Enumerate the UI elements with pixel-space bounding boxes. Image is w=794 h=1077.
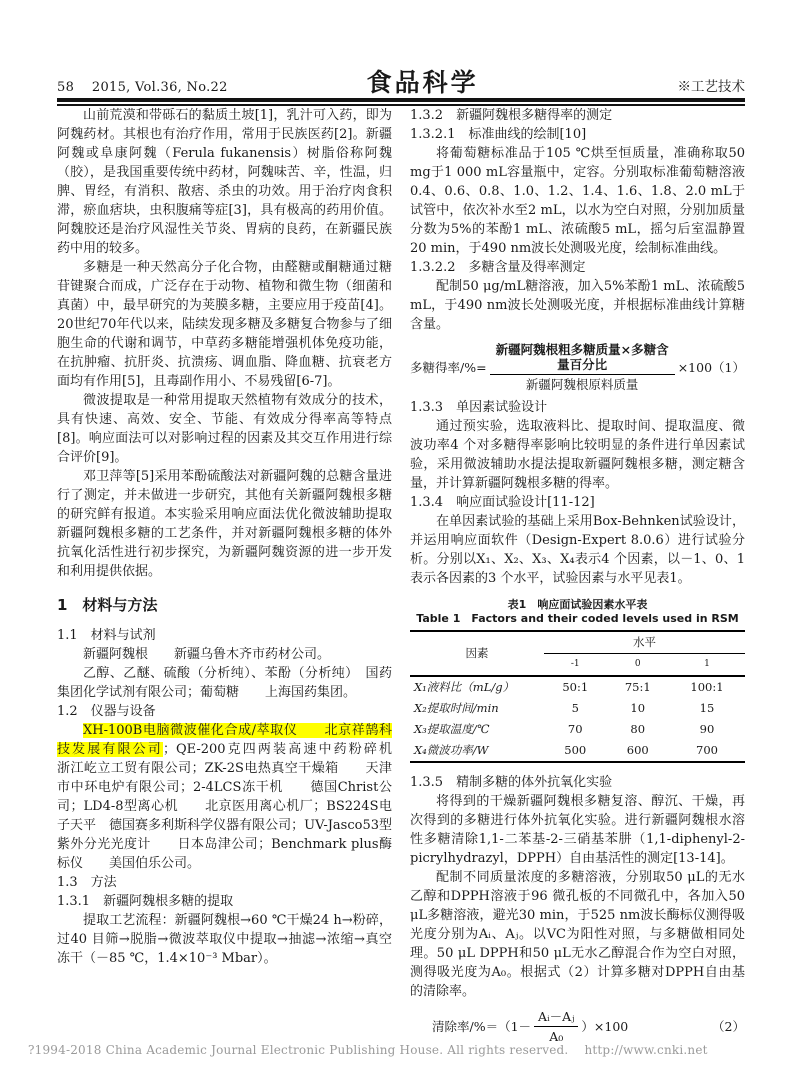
- table1-row2-val2: 10: [630, 701, 646, 715]
- intro-paragraph-4: 邓卫萍等[5]采用苯酚硫酸法对新疆阿魏的总糖含量进行了测定，并未做进一步研究，其他有关新疆阿魏根多糖的研究鲜有报道。本实验采用响应面法优化微波辅助提取新疆阿魏根多糖的工艺条件，并对新疆阿魏根多糖的体外抗氧化活性进行初步探究，为新疆阿魏资源的进一步开发和利用提供依据。: [57, 469, 392, 579]
- clearance-formula-numerator: Aᵢ－Aⱼ: [534, 1009, 578, 1027]
- antioxidant-paragraph-2: 配制不同质量浓度的多糖溶液，分别取50 μL的无水乙醇和DPPH溶液于96 微孔板的不同微孔中，各加入50 μL多糖溶液，避光30 min，于525 nm波长酶标仪测得吸光度分别为Aᵢ、Aⱼ。以VC为阳性对照，与多糖做相同处理。50 μL DPPH和50 μL无水乙醇混合作为空白对照，测得吸光度为A₀。根据式（2）计算多糖对DPPH自由基的清除率。: [410, 870, 745, 999]
- heading-1-3-5: 1.3.5 精制多糖的体外抗氧化实验: [410, 775, 613, 790]
- heading-1-3: 1.3 方法: [57, 875, 117, 890]
- heading-1-3-2-2: 1.3.2.2 多糖含量及得率测定: [410, 260, 586, 275]
- clearance-formula-fraction: [534, 1009, 578, 1044]
- extraction-process-paragraph: 提取工艺流程：新疆阿魏根→60 ℃干燥24 h→粉碎，过40 目筛→脱脂→微波萃取仪中提取→抽滤→浓缩→真空冻干（－85 ℃，1.4×10⁻³ Mbar）。: [57, 913, 392, 966]
- table-row: [410, 740, 745, 762]
- table1-row3-factor: X₃提取温度/℃: [414, 722, 490, 736]
- table1-header-factor: 因素: [410, 631, 544, 676]
- table1-header-level-minus1: -1: [544, 654, 606, 677]
- standard-curve-paragraph: 将葡萄糖标准品于105 ℃烘至恒质量，准确称取50 mg于1 000 mL容量瓶中，定容。分别取标准葡萄糖溶液0.4、0.6、0.8、1.0、1.2、1.4、1.6、1.8、2.0 mL于试管中，依次补水至2 mL，以水为空白对照，分别加质量分数为5%的苯酚1 mL、浓硫酸5 mL，摇匀后室温静置20 min，于490 nm波长处测吸光度，绘制标准曲线。: [410, 146, 745, 256]
- intro-paragraph-2: 多糖是一种天然高分子化合物，由醛糖或酮糖通过糖苷键聚合而成，广泛存在于动物、植物和微生物（细菌和真菌）中，最早研究的为荚膜多糖，主要应用于疫苗[4]。20世纪70年代以来，陆续发现多糖及多糖复合物参与了细胞生命的代谢和调节，中草药多糖能增强机体免疫功能，在抗肿瘤、抗肝炎、抗溃疡、调血脂、降血糖、抗衰老方面均有作用[5]，且毒副作用小、不易残留[6-7]。: [57, 260, 392, 389]
- table1-row4-val1: 500: [564, 743, 587, 757]
- clearance-formula-lhs: 清除率/%＝（1－: [432, 1019, 532, 1034]
- materials-paragraph: 新疆阿魏根 新疆乌鲁木齐市药材公司。: [83, 647, 331, 662]
- equipment-text-rest: ；QE-200克四两装高速中药粉碎机 浙江屹立工贸有限公司；ZK-2S电热真空干燥箱 天津市中环电炉有限公司；2-4LCS冻干机 德国Christ公司；LD4-8型离心机 北京医用离心机厂；BS224S电子天平 德国赛多利斯科学仪器有限公司；UV-Jasco53型紫外分光光度计 日本岛津公司；Benchmark plus酶标仪 美国伯乐公司。: [57, 742, 418, 871]
- yield-formula: [410, 342, 745, 392]
- heading-1-3-2-1: 1.3.2.1 标准曲线的绘制[10]: [410, 127, 587, 142]
- table1-header-level-0: 0: [606, 654, 668, 677]
- page-header: [57, 70, 745, 106]
- yield-formula-lhs: 多糖得率/%=: [410, 359, 487, 375]
- heading-1-3-3: 1.3.3 单因素试验设计: [410, 400, 548, 415]
- single-factor-paragraph: 通过预实验，选取液料比、提取时间、提取温度、微波功率4 个对多糖得率影响比较明显的条件进行单因素试验，采用微波辅助水提法提取新疆阿魏根多糖，测定糖含量，并计算新疆阿魏根多糖的得率。: [410, 419, 745, 491]
- table1-row1-val1: 50:1: [562, 680, 589, 694]
- table1-row2-val1: 5: [571, 701, 579, 715]
- table-row: [410, 698, 745, 719]
- sugar-content-paragraph: 配制50 μg/mL糖溶液，加入5%苯酚1 mL、浓硫酸5 mL，于490 nm波长处测吸光度，并根据标准曲线计算糖含量。: [410, 279, 745, 332]
- table1-row4-val2: 600: [626, 743, 649, 757]
- left-column: [57, 106, 418, 1050]
- table1-row2-factor: X₂提取时间/min: [414, 701, 499, 715]
- antioxidant-paragraph-1: 将得到的干燥新疆阿魏根多糖复溶、醇沉、干燥，再次得到的多糖进行体外抗氧化实验。进行新疆阿魏根水溶性多糖清除1,1-二苯基-2-三硝基苯肼（1,1-diphenyl-2-picrylhydrazyl，DPPH）自由基活性的测定[13-14]。: [410, 794, 745, 866]
- table1-row3-val1: 70: [567, 722, 583, 736]
- table1-row2-val3: 15: [699, 701, 715, 715]
- rsm-design-paragraph: 在单因素试验的基础上采用Box-Behnken试验设计，并运用响应面软件（Design-Expert 8.0.6）进行试验分析。分别以X₁、X₂、X₃、X₄表示4 个因素，以－1、0、1表示各因素的3 个水平，试验因素与水平见表1。: [410, 514, 745, 586]
- clearance-formula-suffix: ）×100: [581, 1019, 629, 1034]
- table-row: [410, 676, 745, 698]
- reagents-paragraph: 乙醇、乙醚、硫酸（分析纯）、苯酚（分析纯） 国药集团化学试剂有限公司；葡萄糖 上海国药集团。: [57, 666, 392, 700]
- column-tag: ※工艺技术: [677, 79, 745, 95]
- clearance-formula: [410, 1009, 745, 1044]
- journal-logo: 食品科学: [366, 68, 479, 97]
- heading-1-3-1: 1.3.1 新疆阿魏根多糖的提取: [57, 894, 234, 909]
- article-body: [57, 106, 745, 1050]
- table-row: [410, 719, 745, 740]
- heading-1-1: 1.1 材料与试剂: [57, 628, 156, 643]
- yield-formula-denominator: 新疆阿魏根原料质量: [525, 377, 639, 392]
- table1-row3-val3: 90: [699, 722, 715, 736]
- heading-1-2: 1.2 仪器与设备: [57, 704, 156, 719]
- heading-1-3-2: 1.3.2 新疆阿魏根多糖得率的测定: [410, 108, 613, 123]
- equipment-paragraph: [57, 721, 418, 873]
- table1-header-level-1: 1: [669, 654, 745, 677]
- right-column: [410, 106, 745, 1050]
- issue-info: 58 2015, Vol.36, No.22: [57, 80, 228, 95]
- highlighted-equipment-text: XH-100B电脑微波催化合成/萃取仪 北京祥鹄科技发展有限公司: [57, 723, 392, 757]
- yield-formula-number: （1）: [712, 359, 745, 375]
- table1-caption: [410, 598, 745, 626]
- clearance-formula-denominator: A₀: [549, 1029, 564, 1044]
- table1-row3-val2: 80: [630, 722, 646, 736]
- table1-header-level: 水平: [544, 631, 745, 654]
- table1-factors-levels: [410, 630, 745, 763]
- intro-paragraph-3: 微波提取是一种常用提取天然植物有效成分的技术，具有快速、高效、安全、节能、有效成分得率高等特点[8]。响应面法可以对影响过程的因素及其交互作用进行综合评价[9]。: [57, 393, 392, 465]
- table1-row1-factor: X₁液料比（mL/g）: [414, 680, 515, 694]
- heading-1-3-4: 1.3.4 响应面试验设计[11-12]: [410, 495, 595, 510]
- yield-formula-numerator: 新疆阿魏根粗多糖质量×多糖含量百分比: [490, 342, 675, 375]
- table1-row1-val2: 75:1: [624, 680, 651, 694]
- yield-formula-fraction: [490, 342, 675, 392]
- section-heading-materials-methods: 1 材料与方法: [57, 596, 158, 614]
- table1-row4-factor: X₄微波功率/W: [414, 743, 489, 757]
- yield-formula-suffix: ×100: [677, 359, 713, 375]
- intro-paragraph-1: 山前荒漠和带砾石的黏质土坡[1]，乳汁可入药，即为阿魏药材。其根也有治疗作用，常用于民族医药[2]。新疆阿魏或阜康阿魏（Ferula fukanensis）树脂俗称阿魏（胶），是我国重要传统中药材，阿魏味苦、辛，性温，归脾、胃经，有消积、散痞、杀虫的功效。用于治疗肉食积滞，瘀血痞块，虫积腹痛等症[3]，具有极高的药用价值。阿魏胶还是治疗风湿性关节炎、胃病的良药，在新疆民族药中用的较多。: [57, 108, 392, 256]
- clearance-formula-number: （2）: [712, 1019, 745, 1034]
- table1-row4-val3: 700: [696, 743, 718, 757]
- copyright-footer: ?1994-2018 China Academic Journal Electronic Publishing House. All rights reserved. http://www.cnki.net: [28, 1043, 708, 1057]
- table1-row1-val3: 100:1: [690, 680, 724, 694]
- table1-caption-zh: 表1 响应面试验因素水平表: [507, 598, 648, 611]
- table1-caption-en: Table 1 Factors and their coded levels used in RSM: [416, 612, 739, 625]
- header-rule-thick: [57, 98, 745, 102]
